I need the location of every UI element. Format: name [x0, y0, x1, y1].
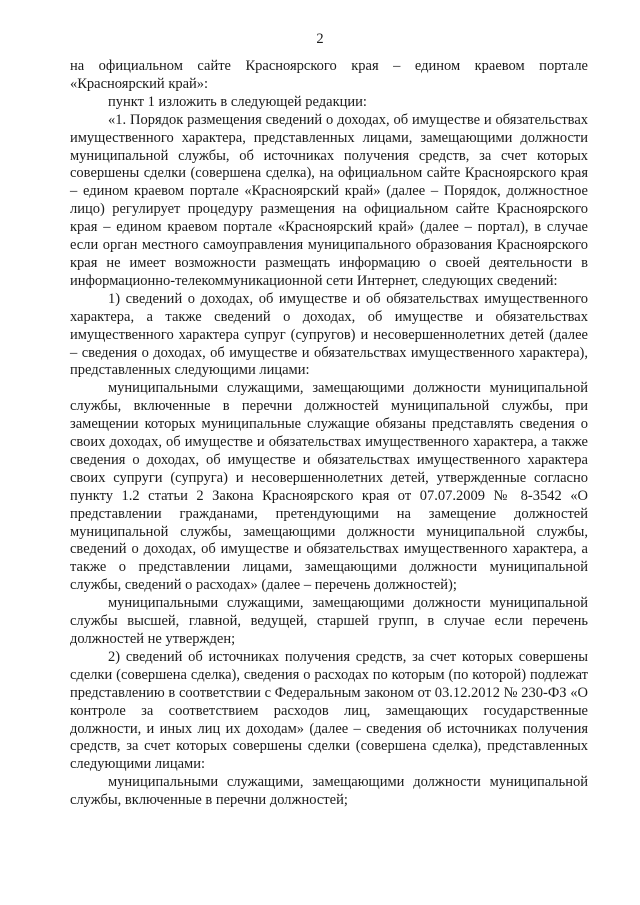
paragraph-employees-included: муниципальными служащими, замещающими должности муниципальной службы, включенные в перечни должностей;: [70, 774, 588, 809]
paragraph-intro: на официальном сайте Красноярского края – едином краевом портале «Красноярский край»:: [70, 58, 588, 92]
paragraph-subclause-1: 1) сведений о доходах, об имуществе и об обязательствах имущественного характера, а также сведений о доходах, об имуществе и обязательствах имущественного характера супруг (супругов) и несовершеннолетних детей (далее – сведения о доходах, об имуществе и обязательствах имущественного характера), представленных следующими лицами:: [70, 290, 588, 379]
document-body: [70, 58, 588, 810]
page-number: 2: [316, 31, 324, 47]
paragraph-clause-1: «1. Порядок размещения сведений о доходах, об имуществе и обязательствах имущественного характера, представленных лицами, замещающими должности муниципальной службы, об источниках получения средств, за счет которых совершены сделки (совершена сделка), на официальном сайте Красноярского края – едином краевом портале «Красноярский край» (далее – Порядок, должностное лицо) регулирует процедуру размещения на официальном сайте Красноярского края – едином краевом портале «Красноярский край» (далее – портал), в случае если орган местного самоуправления муниципального образования Красноярского края не имеет возможности размещать информацию о своей деятельности в информационно-телекоммуникационной сети Интернет, следующих сведений:: [70, 111, 588, 289]
paragraph-employees-groups: муниципальными служащими, замещающими должности муниципальной службы высшей, главной, ведущей, старшей групп, в случае если перечень должностей не утвержден;: [70, 595, 588, 647]
paragraph-subclause-2: 2) сведений об источниках получения средств, за счет которых совершены сделки (совершена сделка), сведения о расходах по которым (по которой) подлежат представлению в соответствии с Федеральным законом от 03.12.2012 № 230-ФЗ «О контроле за соответствием расходов лиц, замещающих государственные должности, и иных лиц их доходам» (далее – сведения об источниках получения средств, за счет которых совершены сделки (совершена сделка), представленных следующими лицами:: [70, 648, 588, 773]
paragraph-amendment-instruction: пункт 1 изложить в следующей редакции:: [108, 93, 367, 110]
paragraph-employees-list: муниципальными служащими, замещающими должности муниципальной службы, включенные в перечни должностей муниципальной службы, при замещении которых муниципальные служащие обязаны представлять сведения о своих доходах, об имуществе и обязательствах имущественного характера, а также сведения о доходах, об имуществе и обязательствах имущественного характера своих супруги (супруга) и несовершеннолетних детей, утвержденные согласно пункту 1.2 статьи 2 Закона Красноярского края от 07.07.2009 № 8-3542 «О представлении гражданами, претендующими на замещение должностей муниципальной службы, замещающими должности муниципальной службы, сведений о доходах, об имуществе и обязательствах имущественного характера, а также о представлении лицами, замещающими должности муниципальной службы, сведений о расходах» (далее – перечень должностей);: [70, 380, 588, 594]
